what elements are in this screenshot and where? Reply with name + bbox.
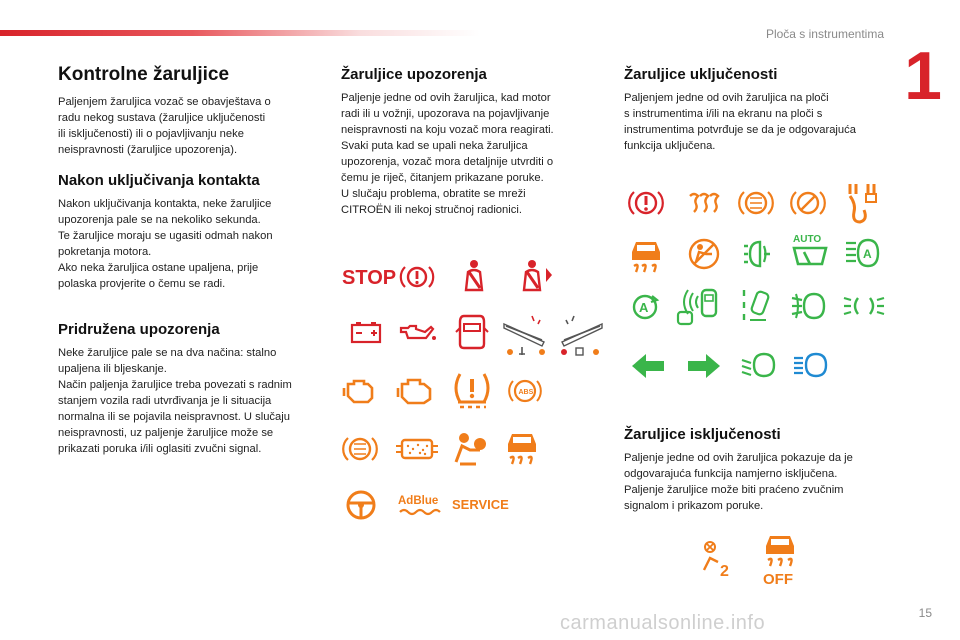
abs-icon [508, 374, 542, 408]
chapter-number: 1 [904, 38, 942, 114]
heading-nakon: Nakon uključivanja kontakta [58, 172, 260, 189]
dsc-active-icon [628, 236, 664, 276]
service-label: SERVICE [452, 497, 509, 512]
fuel-gauge-icon [556, 312, 604, 358]
text-line: prikazati poruka i/ili oglasiti zvučni signal. [58, 443, 262, 455]
brake-assist-icon [738, 186, 774, 220]
off-label: OFF [763, 571, 793, 588]
text-line: ili isključenosti) ili o pojavljivanju neke [58, 128, 244, 140]
text-line: signalom i prikazom poruke. [624, 500, 764, 512]
text-line: pokretanja motora. [58, 246, 152, 258]
text-line: Te žaruljice moraju se ugasiti odmah nakon [58, 230, 273, 242]
section-upozorenja [341, 66, 487, 83]
text-line: normalna ili se pojavila neispravnost. U slučaju [58, 411, 290, 423]
text-line: neispravnosti na koju vozač mora reagirati. [341, 124, 554, 136]
dipped-beam-icon [740, 350, 778, 380]
adblue-label: AdBlue [398, 495, 439, 507]
seatbelt-passenger-icon [516, 258, 554, 294]
heading-ukljucenosti: Žaruljice uključenosti [624, 66, 778, 83]
text-line: čemu je riječ, čitanjem prikazane poruke. [341, 172, 544, 184]
text-line: Paljenje jedne od ovih žaruljica pokazuje da je [624, 452, 853, 464]
svg-text:A: A [639, 300, 649, 315]
seatbelt-warning-icon [458, 258, 490, 294]
auto-headlamp-icon [844, 236, 882, 270]
text-line: upozorenja, vozač mora detaljnije utvrditi o [341, 156, 554, 168]
text-line: Paljenje žaruljice može biti praćeno zvučnim [624, 484, 844, 496]
stability-control-icon [504, 428, 540, 468]
page-section-title: Ploča s instrumentima [765, 27, 884, 41]
text-line: radu nekog sustava (žaruljice uključenosti [58, 112, 266, 124]
auto-label: AUTO [793, 234, 822, 245]
text-line: neispravnosti (žaruljice upozorenja). [58, 144, 238, 156]
heading-iskljucenosti: Žaruljice isključenosti [624, 426, 781, 443]
section-iskljucenosti [624, 426, 781, 443]
rear-foglamp-icon [740, 234, 772, 274]
parking-sensors-icon [676, 286, 722, 328]
text-line: Neke žaruljice pale se na dva načina: stalno [58, 347, 277, 359]
brake-warning-icon [400, 262, 434, 292]
text-line: neispravnosti, uz paljenje žaruljice može se [58, 427, 274, 439]
para-iskljucenosti [624, 450, 853, 514]
preheating-icon [686, 190, 722, 216]
text-line: instrumentima potvrđuje se da je odgovarajuća [624, 124, 856, 136]
engine-self-diagnosis-icon [342, 374, 376, 408]
particle-filter-icon [394, 434, 440, 464]
front-foglamps-icon [790, 290, 828, 322]
auto-wipe-icon [790, 230, 830, 274]
text-line: funkcija uključena. [624, 140, 716, 152]
text-line: Svaki puta kad se upali neka žaruljica [341, 140, 528, 152]
heading-upozorenja: Žaruljice upozorenja [341, 66, 487, 83]
passenger-airbag-off-icon [686, 236, 722, 272]
watermark: carmanualsonline.info [560, 612, 766, 634]
airbag-warning-icon [452, 430, 488, 468]
para-pridruzena [58, 345, 292, 457]
text-line: Paljenje jedne od ovih žaruljica, kad motor [341, 92, 551, 104]
text-line: upaljena ili bljeskanje. [58, 363, 167, 375]
text-line: Nakon uključivanja kontakta, neke žaruljice [58, 198, 272, 210]
svg-text:ABS: ABS [518, 389, 534, 396]
brake-pad-wear-icon [342, 432, 378, 466]
svg-text:A: A [863, 247, 872, 261]
dsc-off-icon [760, 532, 800, 588]
tyre-pressure-icon [450, 370, 494, 412]
text-line: odgovarajuća funkcija namjerno isključena. [624, 468, 838, 480]
text-line: stanjem vozila radi utvrđivanja je li situacija [58, 395, 272, 407]
stop-icon [340, 262, 397, 292]
text-line: CITROËN ili nekoj stručnoj radionici. [341, 204, 522, 216]
heading-pridruzena: Pridružena upozorenja [58, 321, 220, 338]
service-icon [450, 492, 509, 516]
parking-brake-icon [628, 186, 664, 220]
engine-check-icon [396, 374, 434, 408]
adblue-icon [396, 490, 444, 520]
header-accent-line [0, 30, 480, 36]
text-line: polaska provjerite o čemu se radi. [58, 278, 226, 290]
lane-departure-icon [740, 286, 776, 326]
brake-system-off-icon [790, 186, 826, 220]
text-line: Ako neka žaruljica ostane upaljena, prije [58, 262, 259, 274]
section-kontrolne [58, 64, 229, 86]
para-upozorenja [341, 90, 554, 218]
text-line: upozorenja pale se na nekoliko sekunda. [58, 214, 261, 226]
text-line: Način paljenja žaruljice treba povezati s radnim [58, 379, 292, 391]
heading-kontrolne: Kontrolne žaruljice [58, 64, 230, 85]
battery-icon [350, 320, 382, 344]
temperature-gauge-icon [502, 312, 550, 358]
text-line: Paljenjem jedne od ovih žaruljica na ploči [624, 92, 829, 104]
text-line: Paljenjem žaruljica vozač se obavještava o [58, 96, 271, 108]
section-nakon [58, 172, 260, 189]
section-ukljucenosti [624, 66, 777, 83]
para-nakon [58, 196, 273, 292]
text-line: radi ili u vožnji, upozorava na pojavljivanje [341, 108, 550, 120]
stop-label: STOP [342, 267, 397, 289]
stop-start-icon [630, 292, 660, 322]
turn-left-icon [630, 352, 666, 380]
door-open-icon [456, 312, 488, 352]
foot-on-brake-icon [842, 180, 882, 226]
section-pridruzena [58, 321, 220, 338]
airbag-deactivated-icon [700, 540, 736, 580]
page-number: 15 [918, 606, 932, 620]
turn-right-icon [686, 352, 722, 380]
svg-text:2: 2 [720, 563, 729, 580]
para-intro [58, 94, 271, 158]
sidelamps-icon [842, 292, 886, 320]
text-line: U slučaju problema, obratite se mreži [341, 188, 526, 200]
text-line: s instrumentima i/ili na ekranu na ploči s [624, 108, 823, 120]
main-beam-icon [792, 350, 830, 380]
power-steering-icon [344, 488, 378, 522]
oil-pressure-icon [398, 320, 438, 344]
para-ukljucenosti [624, 90, 856, 154]
